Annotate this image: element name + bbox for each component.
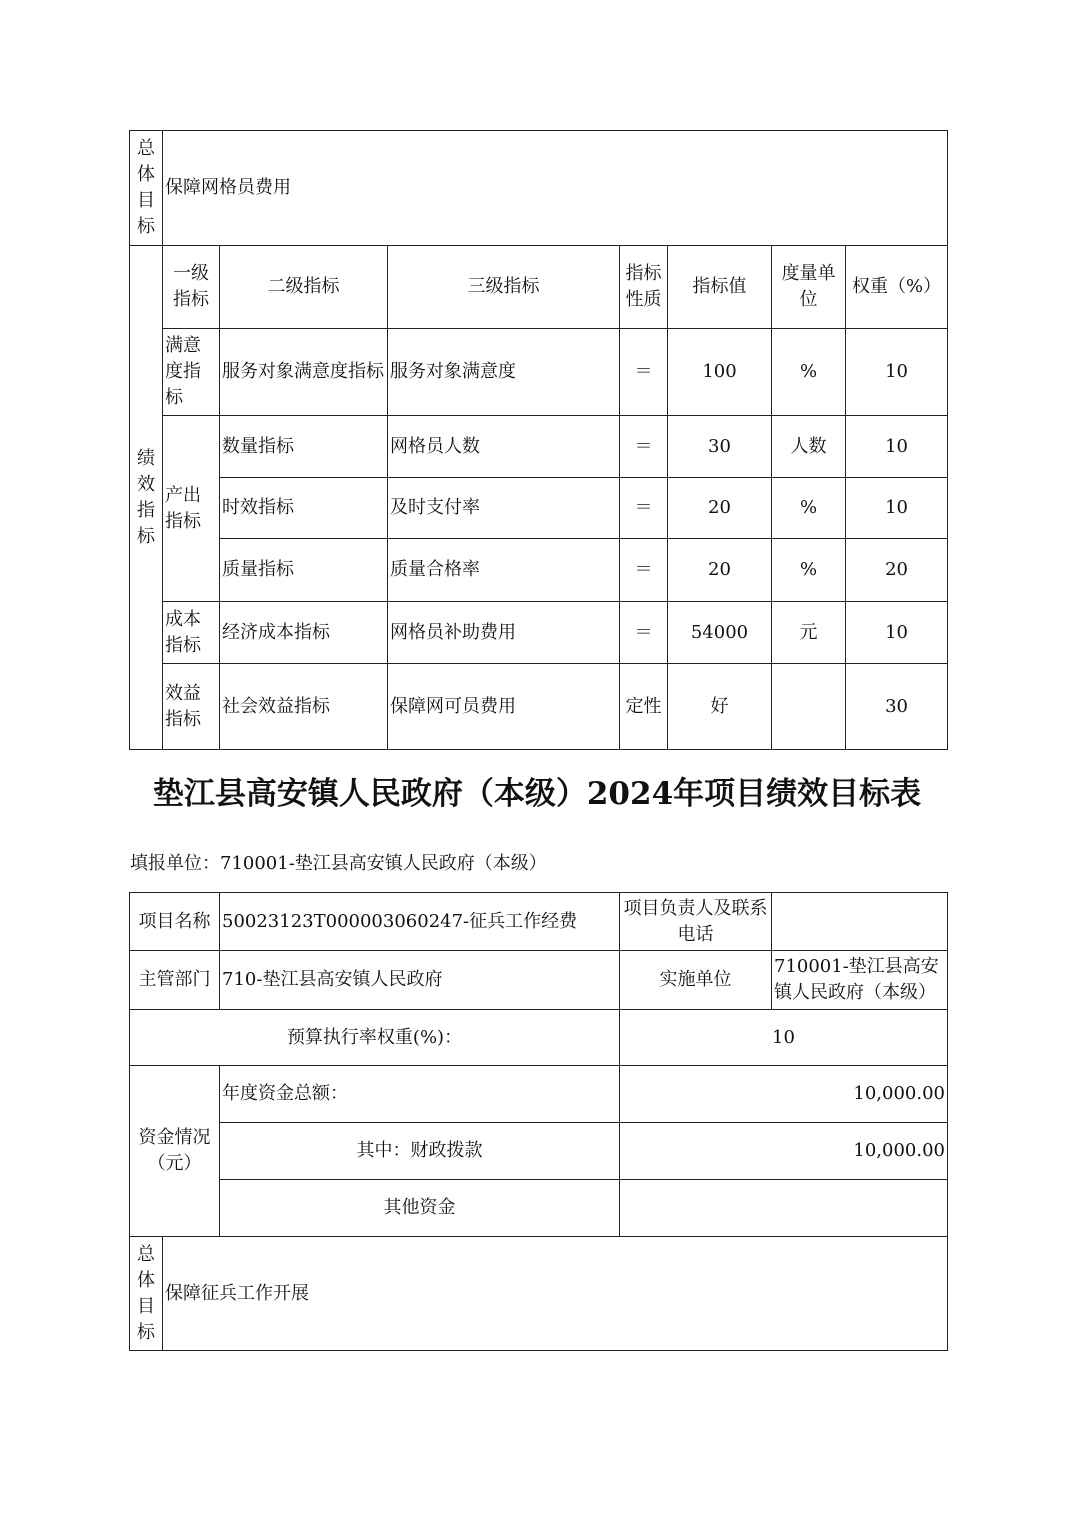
row-weight: 10 xyxy=(846,416,948,478)
project-name-label: 项目名称 xyxy=(130,893,220,951)
other-funds-label: 其他资金 xyxy=(220,1180,620,1237)
header-weight: 权重（%） xyxy=(846,246,948,329)
contact-value xyxy=(772,893,948,951)
table-row xyxy=(130,416,948,478)
row-unit: % xyxy=(772,329,846,416)
group-cost: 成本指标 xyxy=(163,602,220,664)
row-nature: 定性 xyxy=(620,664,668,750)
impl-value: 710001-垫江县高安镇人民政府（本级） xyxy=(772,951,948,1010)
annual-total-label: 年度资金总额： xyxy=(220,1066,620,1123)
group-output: 产出指标 xyxy=(163,416,220,602)
dept-value: 710-垫江县高安镇人民政府 xyxy=(220,951,620,1010)
header-level1: 一级指标 xyxy=(163,246,220,329)
contact-label: 项目负责人及联系电话 xyxy=(620,893,772,951)
row-nature: ＝ xyxy=(620,329,668,416)
row-weight: 10 xyxy=(846,478,948,539)
performance-indicator-label: 绩 效 指 标 xyxy=(130,246,163,750)
row-nature: ＝ xyxy=(620,416,668,478)
row-level3: 保障网可员费用 xyxy=(388,664,620,750)
row-weight: 10 xyxy=(846,602,948,664)
group-satisfaction: 满意度指标 xyxy=(163,329,220,416)
header-nature: 指标性质 xyxy=(620,246,668,329)
project-name-value: 50023123T000003060247-征兵工作经费 xyxy=(220,893,620,951)
header-level3: 三级指标 xyxy=(388,246,620,329)
row-value: 54000 xyxy=(668,602,772,664)
row-unit xyxy=(772,664,846,750)
table-row xyxy=(130,539,948,602)
budget-rate-label: 预算执行率权重(%)： xyxy=(130,1010,620,1066)
row-level2: 时效指标 xyxy=(220,478,388,539)
row-level3: 服务对象满意度 xyxy=(388,329,620,416)
table-row xyxy=(130,478,948,539)
row-unit: % xyxy=(772,539,846,602)
header-unit: 度量单位 xyxy=(772,246,846,329)
group-benefit: 效益指标 xyxy=(163,664,220,750)
row-unit: 元 xyxy=(772,602,846,664)
overall-goal-label: 总 体 目 标 xyxy=(130,1237,163,1351)
row-weight: 20 xyxy=(846,539,948,602)
row-level3: 及时支付率 xyxy=(388,478,620,539)
row-value: 好 xyxy=(668,664,772,750)
row-level2: 经济成本指标 xyxy=(220,602,388,664)
row-level3: 质量合格率 xyxy=(388,539,620,602)
row-value: 100 xyxy=(668,329,772,416)
project-info-table xyxy=(129,892,948,1351)
budget-rate-value: 10 xyxy=(620,1010,948,1066)
row-nature: ＝ xyxy=(620,602,668,664)
table-row xyxy=(130,602,948,664)
page-title: 垫江县高安镇人民政府（本级）2024年项目绩效目标表 xyxy=(152,776,922,812)
row-nature: ＝ xyxy=(620,539,668,602)
performance-indicator-table xyxy=(129,130,948,750)
row-unit: % xyxy=(772,478,846,539)
row-level3: 网格员补助费用 xyxy=(388,602,620,664)
header-value: 指标值 xyxy=(668,246,772,329)
header-level2: 二级指标 xyxy=(220,246,388,329)
overall-goal-value: 保障网格员费用 xyxy=(163,131,948,246)
impl-label: 实施单位 xyxy=(620,951,772,1010)
row-nature: ＝ xyxy=(620,478,668,539)
fill-unit-label: 填报单位：710001-垫江县高安镇人民政府（本级） xyxy=(130,853,547,874)
row-level2: 社会效益指标 xyxy=(220,664,388,750)
funds-label: 资金情况（元） xyxy=(130,1066,220,1237)
table-row xyxy=(130,329,948,416)
fiscal-label: 其中：财政拨款 xyxy=(220,1123,620,1180)
other-funds-value xyxy=(620,1180,948,1237)
row-level2: 数量指标 xyxy=(220,416,388,478)
table-row xyxy=(130,664,948,750)
overall-goal-label: 总 体 目 标 xyxy=(130,131,163,246)
row-weight: 30 xyxy=(846,664,948,750)
row-level2: 服务对象满意度指标 xyxy=(220,329,388,416)
fiscal-value: 10,000.00 xyxy=(620,1123,948,1180)
annual-total-value: 10,000.00 xyxy=(620,1066,948,1123)
dept-label: 主管部门 xyxy=(130,951,220,1010)
row-value: 20 xyxy=(668,478,772,539)
row-weight: 10 xyxy=(846,329,948,416)
row-value: 20 xyxy=(668,539,772,602)
row-level2: 质量指标 xyxy=(220,539,388,602)
overall-goal-value: 保障征兵工作开展 xyxy=(163,1237,948,1351)
row-value: 30 xyxy=(668,416,772,478)
row-unit: 人数 xyxy=(772,416,846,478)
row-level3: 网格员人数 xyxy=(388,416,620,478)
